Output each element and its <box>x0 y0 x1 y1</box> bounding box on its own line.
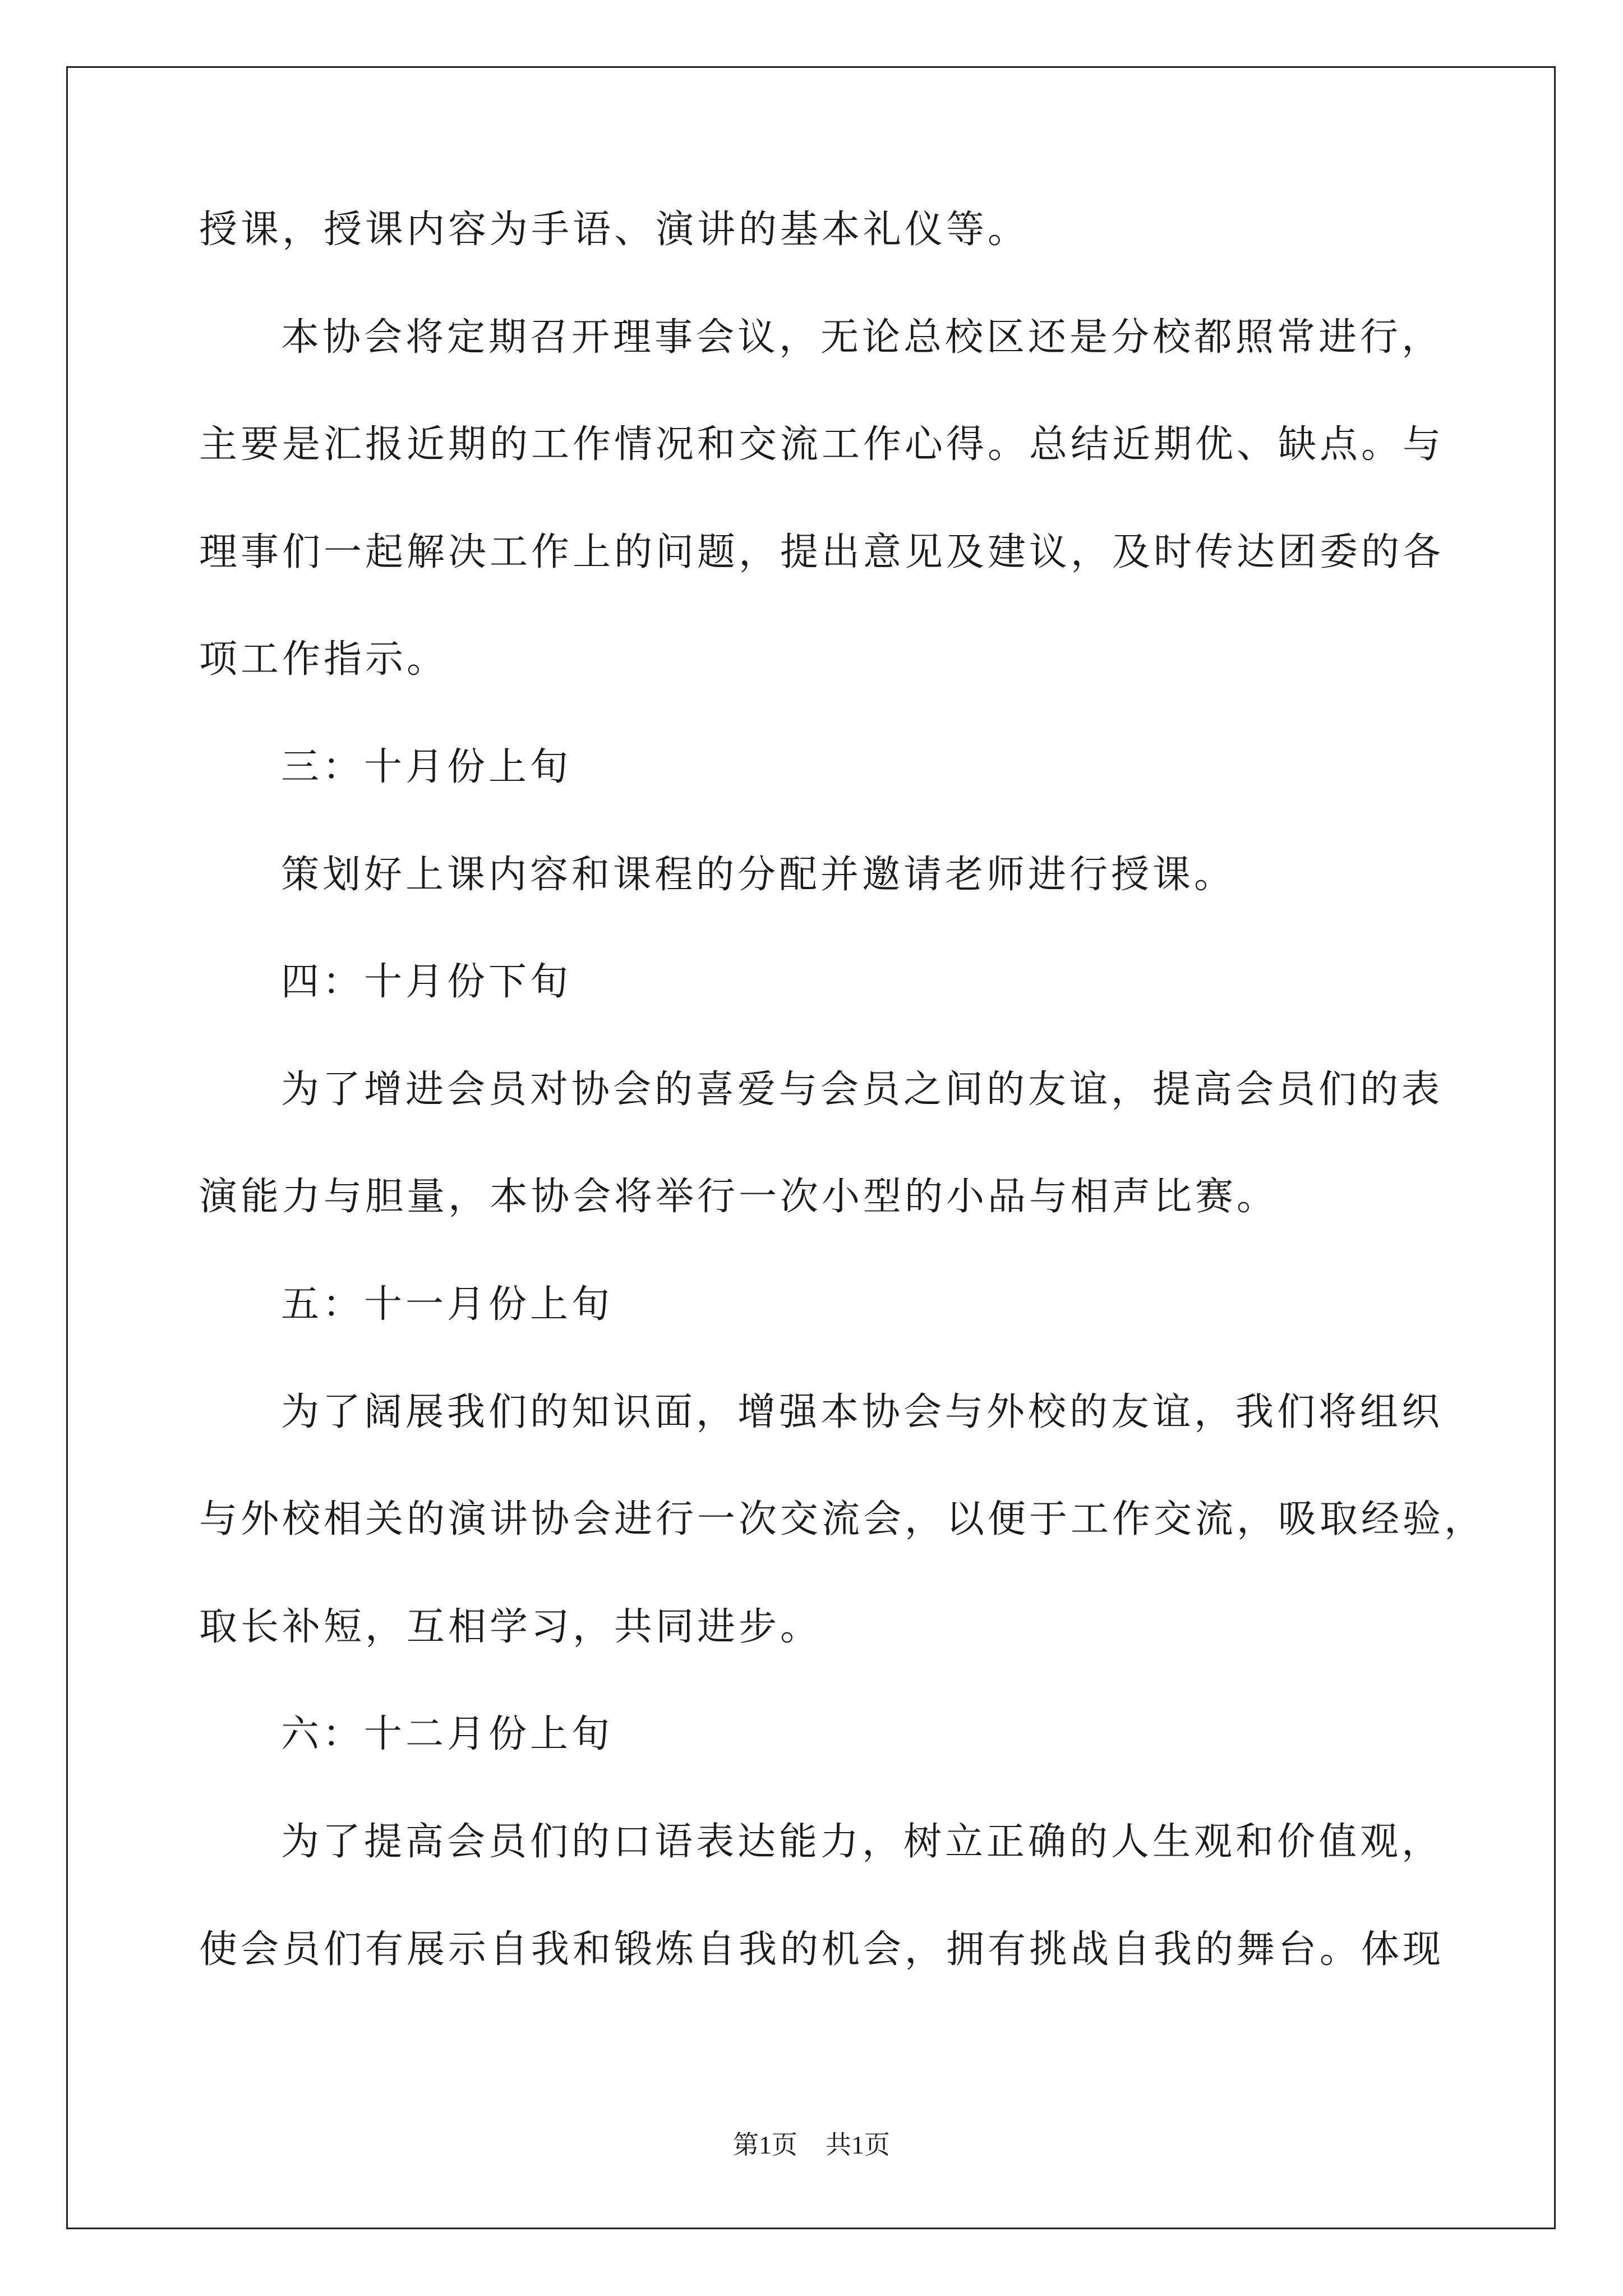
text-line-13: 与外校相关的演讲协会进行一次交流会，以便于工作交流，吸取经验， <box>199 1497 1486 1542</box>
text-line-4: 理事们一起解决工作上的问题，提出意见及建议，及时传达团委的各 <box>199 530 1445 574</box>
text-line-9: 为了增进会员对协会的喜爱与会员之间的友谊，提高会员们的表 <box>281 1068 1444 1112</box>
text-line-5: 项工作指示。 <box>199 637 449 682</box>
page-border <box>66 66 1556 2229</box>
text-line-2: 本协会将定期召开理事会议，无论总校区还是分校都照常进行， <box>281 315 1444 360</box>
section-heading-6: 六：十二月份上旬 <box>281 1712 614 1756</box>
section-heading-4: 四：十月份下旬 <box>281 960 572 1004</box>
section-heading-3: 三：十月份上旬 <box>281 745 572 789</box>
text-line-7: 策划好上课内容和课程的分配并邀请老师进行授课。 <box>281 853 1236 897</box>
text-line-16: 为了提高会员们的口语表达能力，树立正确的人生观和价值观， <box>281 1820 1444 1864</box>
text-line-12: 为了阔展我们的知识面，增强本协会与外校的友谊，我们将组织 <box>281 1390 1444 1434</box>
text-line-17: 使会员们有展示自我和锻炼自我的机会，拥有挑战自我的舞台。体现 <box>199 1927 1445 1972</box>
page-total: 共1页 <box>826 2131 890 2159</box>
text-line-1: 授课，授课内容为手语、演讲的基本礼仪等。 <box>199 208 1030 252</box>
page-footer <box>0 2129 1623 2161</box>
text-line-10: 演能力与胆量，本协会将举行一次小型的小品与相声比赛。 <box>199 1175 1279 1219</box>
page-number: 第1页 <box>733 2131 797 2159</box>
section-heading-5: 五：十一月份上旬 <box>281 1282 614 1327</box>
text-line-14: 取长补短，互相学习，共同进步。 <box>199 1605 822 1649</box>
text-line-3: 主要是汇报近期的工作情况和交流工作心得。总结近期优、缺点。与 <box>199 422 1445 467</box>
